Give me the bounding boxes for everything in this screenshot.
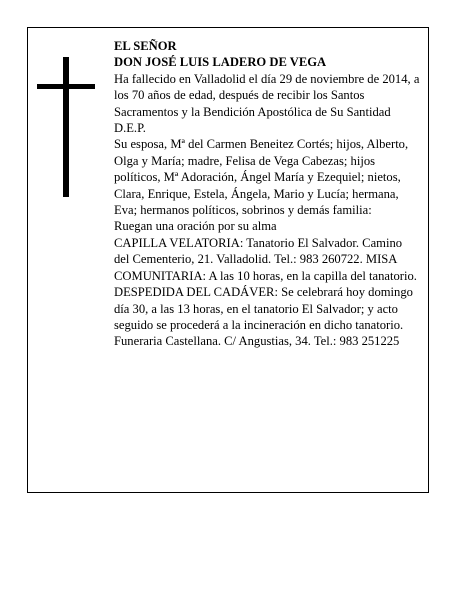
family-list: Su esposa, Mª del Carmen Beneitez Cortés; hijos, Alberto, Olga y María; madre, Felisa de Vega Cabezas; hijos políticos, Mª Adoración, Ángel María y Ezequiel; nietos, Clara, Enrique, Estela, Ángela, Mario y Lucía; hermana, Eva; hermanos políticos, sobrinos y demás familia: [114,137,409,218]
cross-vertical-bar [63,57,69,197]
rip-text: D.E.P. [114,121,146,136]
prayer-request: Ruegan una oración por su alma [114,219,277,234]
death-announcement: Ha fallecido en Valladolid el día 29 de noviembre de 2014, a los 70 años de edad, después de recibir los Santos Sacramentos y la Bendición Apostólica de Su Santidad [114,71,420,119]
cross-icon [37,57,95,197]
funeral-home-info: Funeraria Castellana. C/ Angustias, 34. Tel.: 983 251225 [114,334,400,349]
obituary-text [114,38,420,350]
chapel-info: CAPILLA VELATORIA: Tanatorio El Salvador. Camino del Cementerio, 21. Valladolid. Tel.: 983 260722. MISA COMUNITARIA: A las 10 horas, en la capilla del tanatorio. [114,235,417,283]
deceased-name: DON JOSÉ LUIS LADERO DE VEGA [114,55,327,70]
heading-title: EL SEÑOR [114,39,177,53]
cross-horizontal-bar [37,84,95,89]
farewell-info: DESPEDIDA DEL CADÁVER: Se celebrará hoy domingo día 30, a las 13 horas, en el tanatorio El Salvador; y acto seguido se procederá a la incineración en dicho tanatorio. [114,285,413,332]
